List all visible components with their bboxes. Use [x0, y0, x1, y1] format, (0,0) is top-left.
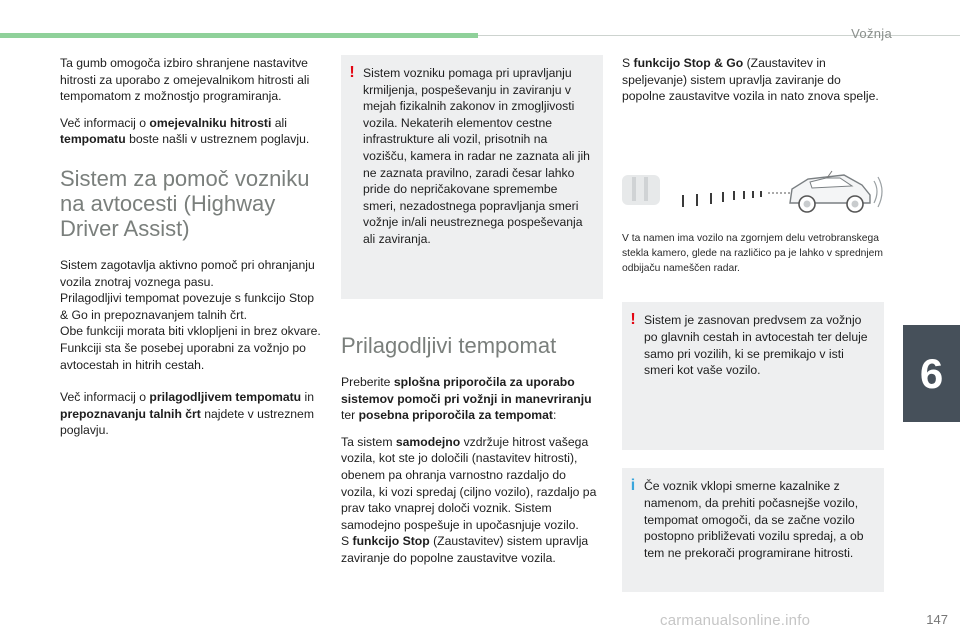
paragraph: Ta gumb omogoča izbiro shranjene nastavitve hitrosti za uporabo z omejevalnikom hitrosti ali tempomatom z možnostjo programiranja.	[60, 56, 310, 104]
paragraph: S funkcijo Stop & Go (Zaustavitev in speljevanje) sistem upravlja zaviranje do popolne zaustavitve vozila in nato znova spelje.	[622, 56, 879, 104]
figure-caption: V ta namen ima vozilo na zgornjem delu vetrobranskega stekla kamero, glede na različico pa je lahko v sprednjem odbijaču nameščen radar.	[622, 233, 883, 275]
paragraph: Več informacij o omejevalniku hitrosti ali tempomatu boste našli v ustreznem poglavju.	[60, 115, 310, 147]
warning-note: ! Sistem vozniku pomaga pri upravljanju krmiljenja, pospeševanju in zaviranju v mejah fizikalnih zakonov in zmogljivosti vozila. Nekaterih elementov cestne infrastrukture ali vozil, prisotnih na vozišču, kamera in radar ne zaznata ali jih ne zaznata pravilno, zaradi česar lahko pride do nepričakovane spremembe smeri, nezadostnega popravljanja smeri vožnje in/ali neustreznega pospeševanja ali zaviranja.	[341, 55, 603, 299]
watermark: carmanualsonline.info	[660, 612, 811, 629]
warning-icon: !	[349, 64, 355, 81]
chapter-tab: 6	[903, 325, 960, 422]
paragraph: Več informacij o prilagodljivem tempomatu in prepoznavanju talnih črt najdete v ustreznem poglavju.	[60, 390, 314, 438]
paragraph: Ta sistem samodejno vzdržuje hitrost vašega vozila, kot ste jo določili (nastavitev hitrosti), obenem pa ohranja varnostno razdaljo do vozila, ki vozi spredaj (ciljno vozilo), razdaljo pa prav tako vnaprej določi voznik. Sistem samodejno pospešuje in upočasnjuje vozilo. S funkcijo Stop (Zaustavitev) sistem upravlja zaviranje do popolne zaustavitve vozila.	[341, 434, 597, 565]
page-number: 147	[926, 612, 948, 627]
warning-icon: !	[630, 311, 636, 329]
leading-car-shape	[622, 175, 660, 205]
column-right	[622, 55, 884, 610]
paragraph: Sistem zagotavlja aktivno pomoč pri ohranjanju vozila znotraj voznega pasu. Prilagodljivi tempomat povezuje s funkcijo Stop & Go in prepoznavanjem talnih črt. Obe funkciji morata biti vklopljeni in brez okvare. Funkciji sta še posebej uporabni za vožnjo po avtocestah in hitrih cestah.	[60, 257, 321, 372]
column-left	[60, 55, 322, 449]
header-accent-bar	[0, 33, 478, 38]
column-middle	[341, 55, 603, 577]
info-icon: i	[630, 477, 636, 495]
paragraph: Preberite splošna priporočila za uporabo sistemov pomoči pri vožnji in manevriranju ter posebna priporočila za tempomat:	[341, 375, 592, 423]
section-heading-highway-driver-assist: Sistem za pomoč vozniku na avtocesti (Highway Driver Assist)	[60, 165, 310, 241]
info-note: i Če voznik vklopi smerne kazalnike z namenom, da prehiti počasnejše vozilo, tempomat omogoči, da se začne vozilo postopno približevati vozilu spredaj, a ob tem ne prekorači programirane hitrosti.	[622, 468, 884, 592]
car-radar-illustration	[622, 155, 884, 217]
warning-note: ! Sistem je zasnovan predvsem za vožnjo po glavnih cestah in avtocestah ter deluje samo pri vozilih, ki se premikajo v isti smeri kot vaše vozilo.	[622, 302, 884, 450]
section-heading-adaptive-cruise: Prilagodljivi tempomat	[341, 333, 557, 358]
section-title: Vožnja	[851, 26, 892, 41]
